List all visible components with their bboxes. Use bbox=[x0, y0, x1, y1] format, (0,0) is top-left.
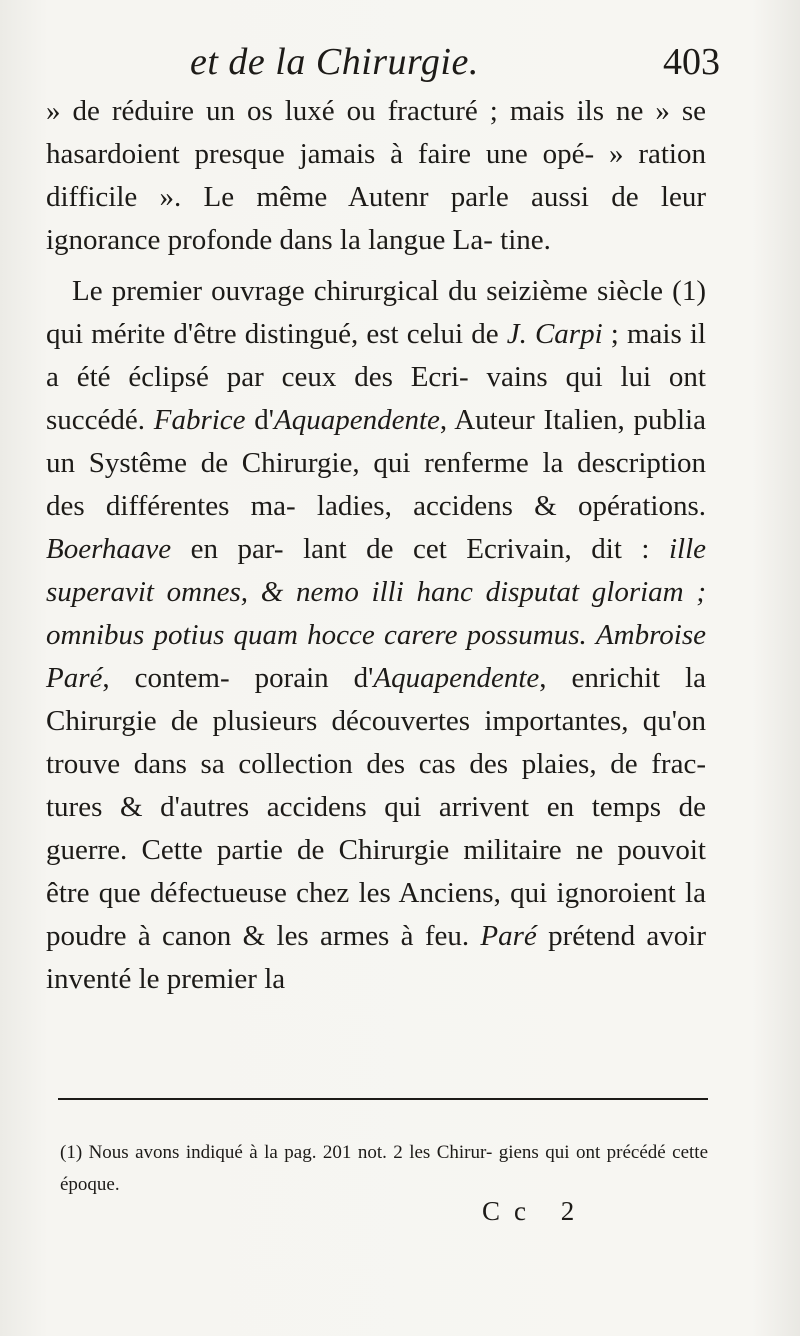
author-name-aquapendente-2: Aquapendente bbox=[373, 662, 540, 694]
paragraph-2 bbox=[46, 270, 706, 1001]
author-name-aquapendente: Aquapendente bbox=[273, 404, 440, 436]
running-title: et de la Chirurgie. bbox=[190, 41, 479, 83]
body-text bbox=[46, 90, 706, 1001]
page-number: 403 bbox=[663, 41, 720, 83]
text-run: d' bbox=[245, 404, 274, 436]
footnote: (1) Nous avons indiqué à la pag. 201 not. 2 les Chirur- giens qui ont précédé cette époque. bbox=[60, 1142, 708, 1195]
text-run: , contem- porain d' bbox=[102, 662, 374, 694]
paragraph-1 bbox=[46, 90, 706, 262]
text-run: en par- lant de cet Ecrivain, dit : bbox=[171, 533, 669, 565]
signature-mark: Cc 2 bbox=[482, 1196, 589, 1226]
author-name-fabrice: Fabrice bbox=[153, 404, 246, 436]
author-name-carpi: J. Carpi bbox=[506, 318, 603, 350]
author-name-boerhaave: Boerhaave bbox=[46, 533, 172, 565]
page-header bbox=[190, 40, 720, 96]
author-name-pare-2: Paré bbox=[480, 920, 537, 952]
paragraph-1-text: » de réduire un os luxé ou fracturé ; mais ils ne » se hasardoient presque jamais à faire une opé- » ration difficile ». Le même Autenr parle aussi de leur ignorance profonde dans la langue La- tine. bbox=[46, 95, 706, 256]
text-run: ; mais il a été éclipsé par ceux des Ecri- vains qui lui ont succédé. bbox=[46, 318, 706, 436]
latin-quotation: ille superavit omnes, & nemo illi hanc disputat gloriam ; omnibus potius quam hocce carere possumus. bbox=[46, 533, 706, 651]
text-run bbox=[587, 619, 596, 651]
text-run: , enrichit la Chirurgie de plusieurs découvertes importantes, qu'on trouve dans sa collection des cas des plaies, de frac- tures & d'autres accidens qui arrivent en temps de guerre. Cette partie de Chirurgie militaire ne pouvoit être que défectueuse chez les Anciens, qui ignoroient la poudre à canon & les armes à feu. bbox=[46, 662, 706, 952]
text-run: prétend avoir inventé le premier la bbox=[46, 920, 706, 995]
author-name-pare: Ambroise Paré bbox=[46, 619, 707, 694]
text-run: Le premier ouvrage chirurgical du seizième siècle (1) qui mérite d'être distingué, est celui de bbox=[46, 275, 706, 350]
text-run: , Auteur Italien, publia un Systême de Chirurgie, qui renferme la description des différentes ma- ladies, accidens & opérations. bbox=[46, 404, 706, 522]
footnote-rule bbox=[58, 1098, 708, 1100]
